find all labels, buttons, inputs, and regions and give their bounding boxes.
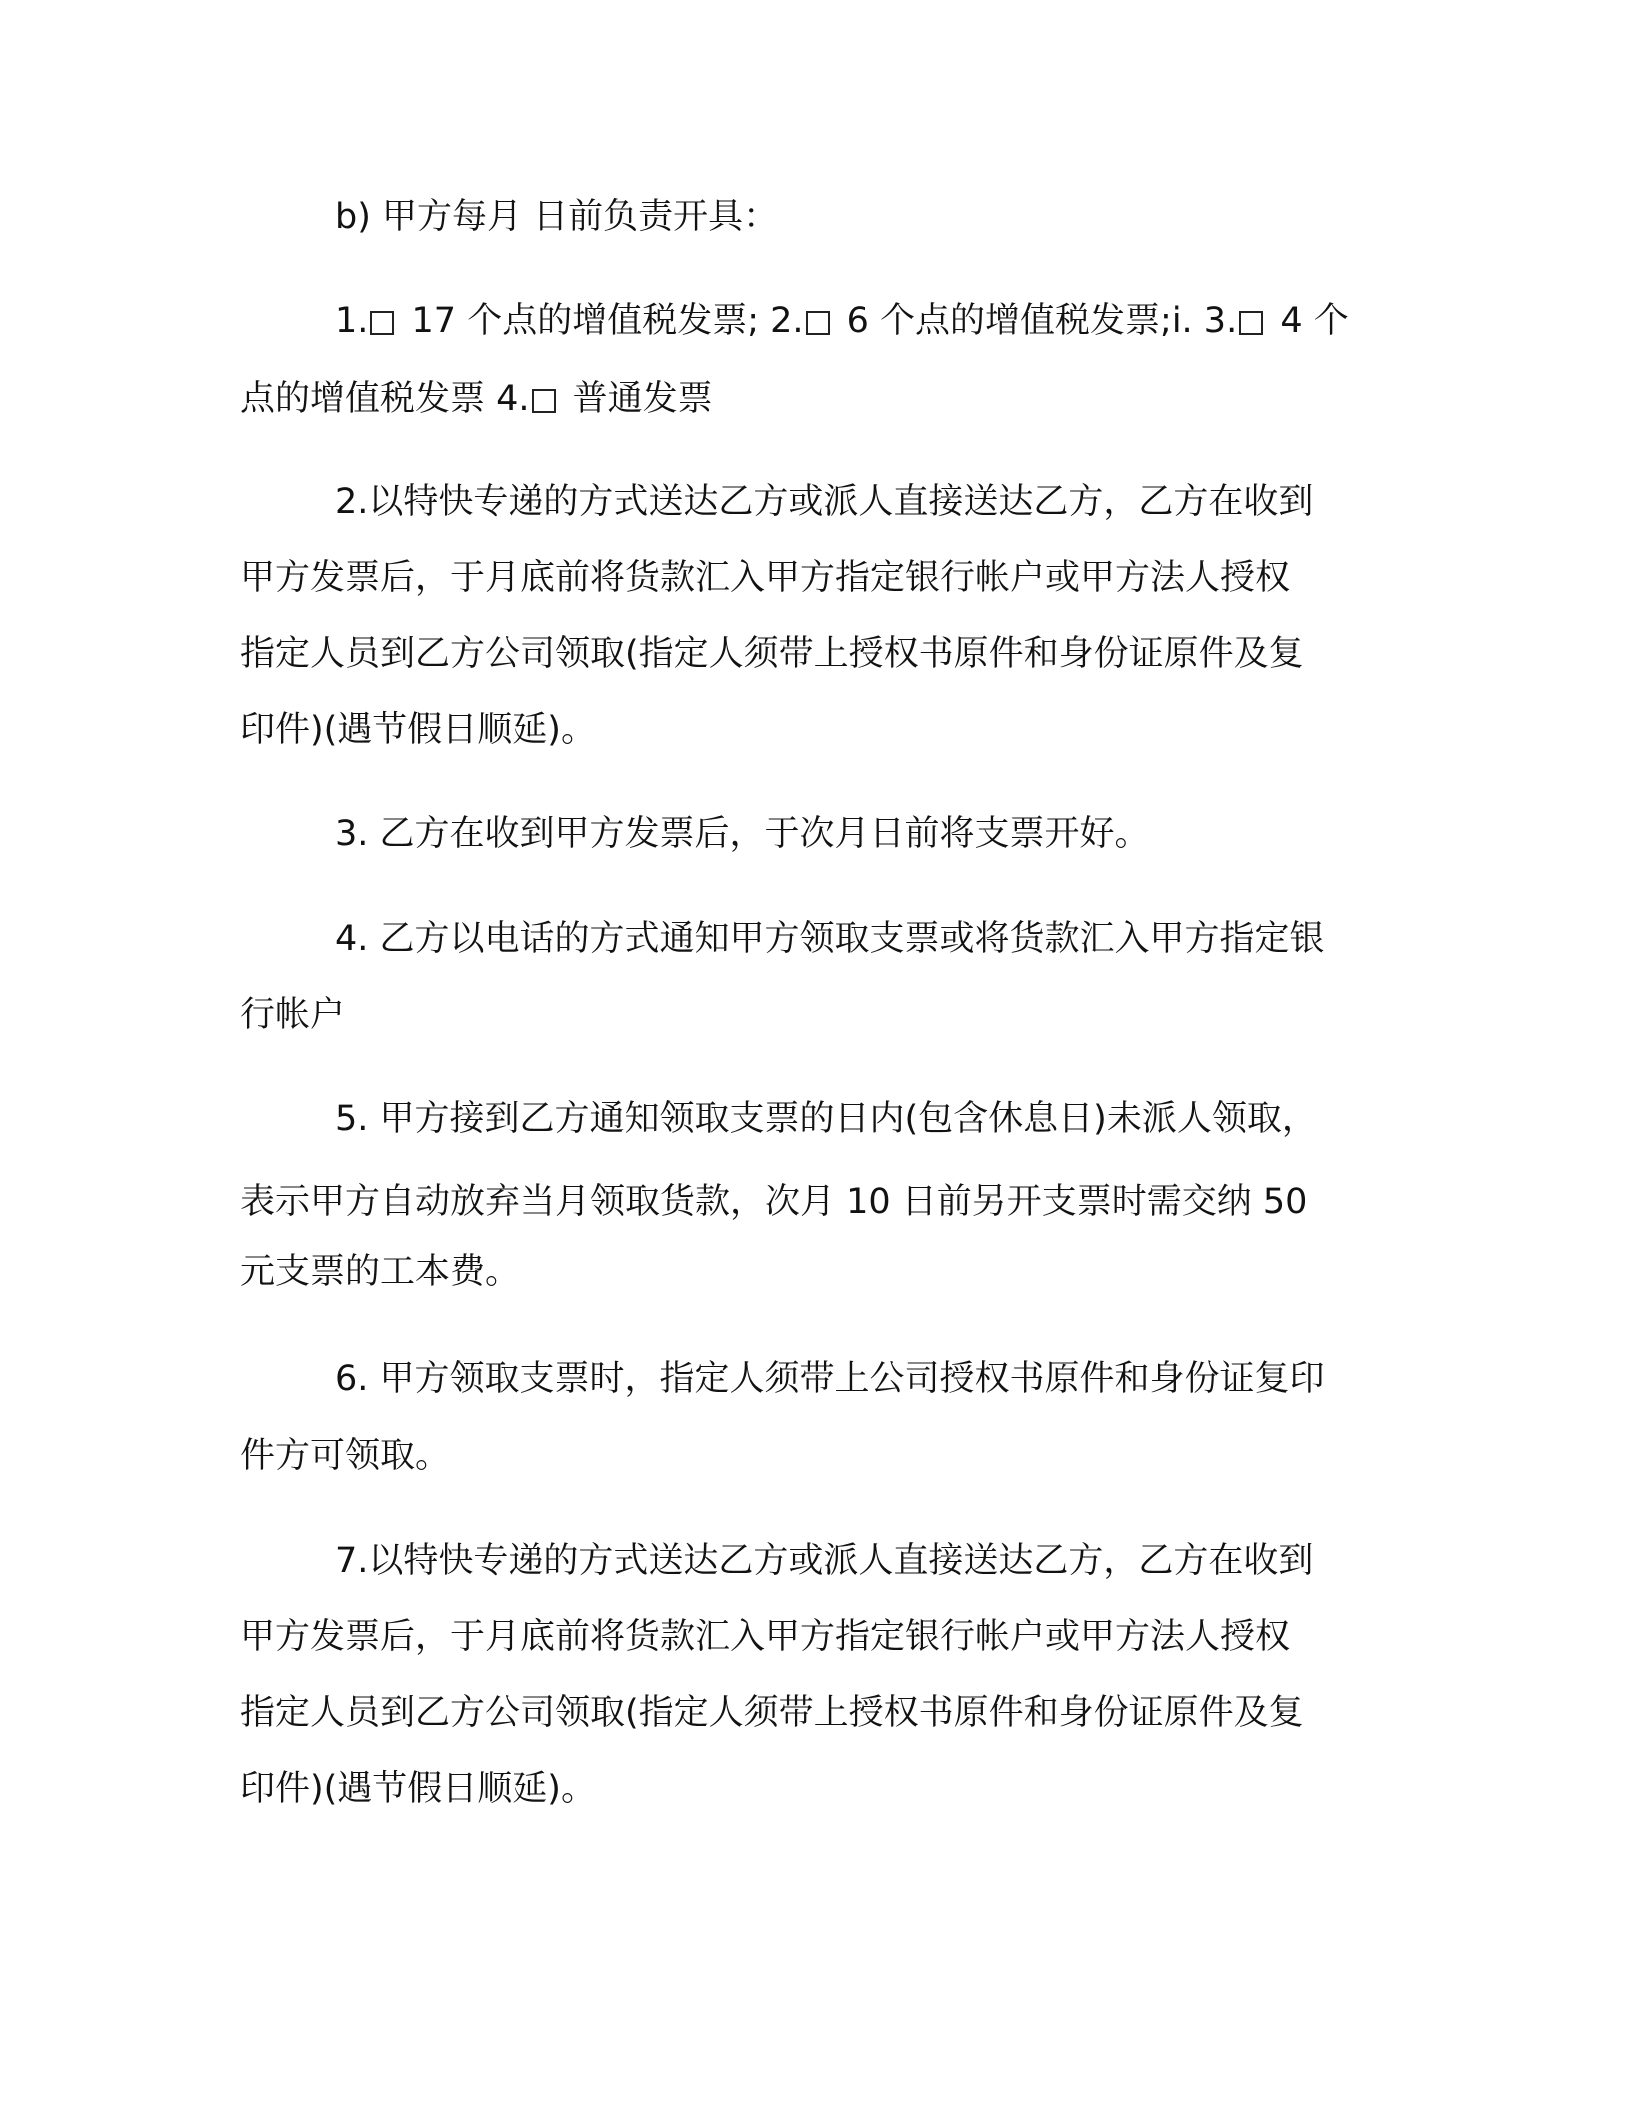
checkbox-4-percent-vat[interactable] xyxy=(1239,311,1263,335)
paragraph-b: b) 甲方每月 日前负责开具： xyxy=(335,197,779,237)
item-5-line-2: 表示甲方自动放弃当月领取货款，次月 10 日前另开支票时需交纳 50 xyxy=(240,1182,1308,1222)
checkbox-ordinary-invoice[interactable] xyxy=(532,389,556,413)
item-2-line-3: 指定人员到乙方公司领取(指定人须带上授权书原件和身份证原件及复 xyxy=(240,634,1304,674)
invoice-option-4-prefix: 点的增值税发票 4. xyxy=(240,379,530,419)
item-2-line-1: 2.以特快专递的方式送达乙方或派人直接送达乙方，乙方在收到 xyxy=(335,482,1314,522)
invoice-option-1-number: 1. xyxy=(335,301,369,341)
invoice-options-line-2 xyxy=(240,360,1375,438)
invoice-options-line-1 xyxy=(335,282,1470,360)
item-5-line-1: 5. 甲方接到乙方通知领取支票的日内(包含休息日)未派人领取， xyxy=(335,1099,1317,1139)
item-6-line-1: 6. 甲方领取支票时，指定人须带上公司授权书原件和身份证复印 xyxy=(335,1359,1325,1399)
item-4-line-2: 行帐户 xyxy=(240,995,346,1035)
item-7-line-2: 甲方发票后，于月底前将货款汇入甲方指定银行帐户或甲方法人授权 xyxy=(240,1617,1291,1657)
item-7-line-4: 印件)(遇节假日顺延)。 xyxy=(240,1769,596,1809)
item-2-line-4: 印件)(遇节假日顺延)。 xyxy=(240,710,596,750)
checkbox-6-percent-vat[interactable] xyxy=(806,311,830,335)
item-6-line-2: 件方可领取。 xyxy=(240,1436,451,1476)
invoice-option-1-text: 17 个点的增值税发票; 2. xyxy=(400,301,804,341)
item-4-line-1: 4. 乙方以电话的方式通知甲方领取支票或将货款汇入甲方指定银 xyxy=(335,919,1325,959)
item-7-line-1: 7.以特快专递的方式送达乙方或派人直接送达乙方，乙方在收到 xyxy=(335,1541,1314,1581)
invoice-option-4-text: 普通发票 xyxy=(561,379,713,419)
invoice-option-3-text: 4 个 xyxy=(1269,301,1349,341)
item-7-line-3: 指定人员到乙方公司领取(指定人须带上授权书原件和身份证原件及复 xyxy=(240,1693,1304,1733)
invoice-option-2-text: 6 个点的增值税发票;i. 3. xyxy=(835,301,1238,341)
item-5-line-3: 元支票的工本费。 xyxy=(240,1252,521,1292)
checkbox-17-percent-vat[interactable] xyxy=(370,311,394,335)
item-2-line-2: 甲方发票后，于月底前将货款汇入甲方指定银行帐户或甲方法人授权 xyxy=(240,558,1291,598)
item-3: 3. 乙方在收到甲方发票后，于次月日前将支票开好。 xyxy=(335,814,1150,854)
